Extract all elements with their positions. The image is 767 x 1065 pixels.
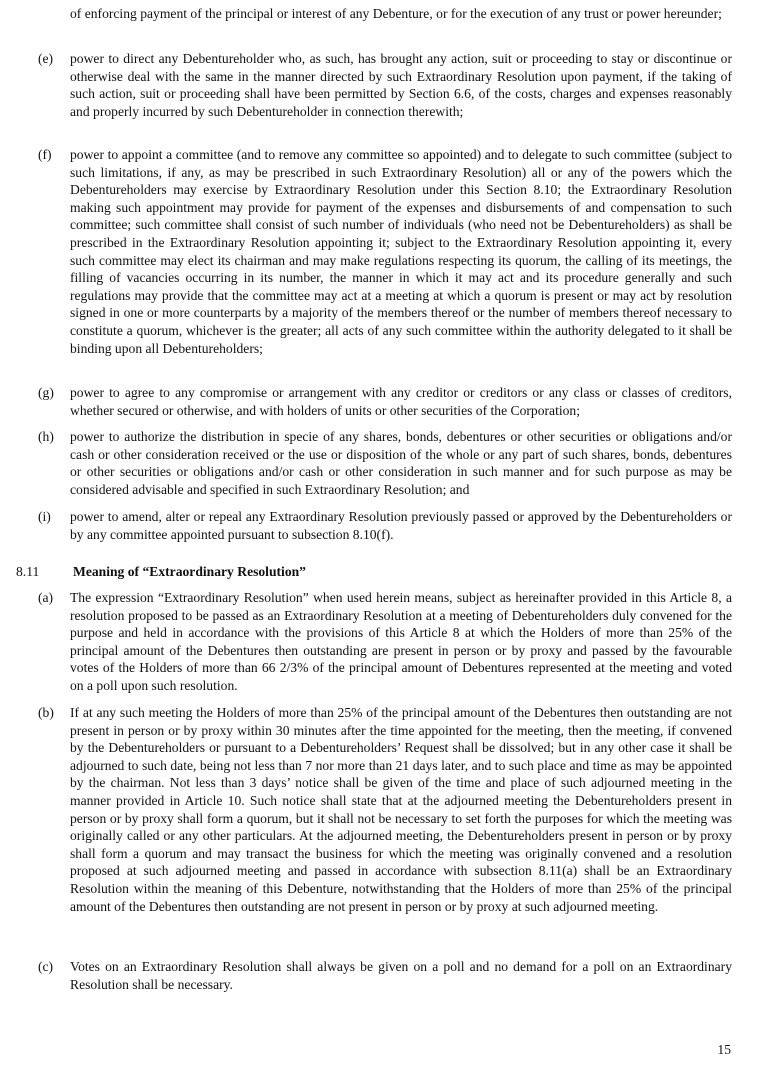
item-label: (b): [38, 705, 54, 720]
item-text: power to appoint a committee (and to remove any committee so appointed) and to delegate to such committee (subject to such limitations, if any, as may be prescribed in such Extraordinary Resolution) all or any of the powers which the Debentureholders may exercise by Extraordinary Resolution under this Section 8.10; the Extraordinary Resolution making such appointment may provide for payment of the expenses and disbursements of and compensation to such committee; such committee shall consist of such number of individuals (who need not be Debentureholders) as shall be prescribed in the Extraordinary Resolution appointing it; subject to the Extraordinary Resolution appointing it, every such committee may elect its chairman and may make regulations respecting its quorum, the calling of its meetings, the filling of vacancies occurring in its number, the manner in which it may act and its procedure generally and such regulations may provide that the committee may act at a meeting at which a quorum is present or may act by resolution signed in one or more counterparts by a majority of the members thereof or the number of members thereof necessary to constitute a quorum, whichever is the greater; all acts of any such committee within the authority delegated to it shall be binding upon all Debentureholders;: [70, 147, 732, 356]
item-label: (f): [38, 147, 52, 162]
item-text: power to direct any Debentureholder who, as such, has brought any action, suit or proceeding to stay or discontinue or otherwise deal with the same in the manner directed by such Extraordinary Resolution upon payment, if the taking of such action, suit or proceeding shall have been permitted by Section 6.6, of the costs, charges and expenses reasonably and properly incurred by such Debentureholder in connection therewith;: [70, 51, 732, 119]
item-text: power to agree to any compromise or arrangement with any creditor or creditors or any class or classes of creditors, whether secured or otherwise, and with holders of units or other securities of the Corporation;: [70, 385, 732, 418]
section-number: 8.11: [16, 564, 40, 579]
item-text: Votes on an Extraordinary Resolution shall always be given on a poll and no demand for a poll on an Extraordinary Resolution shall be necessary.: [70, 959, 732, 992]
page-number: 15: [717, 1042, 731, 1057]
item-text: power to amend, alter or repeal any Extraordinary Resolution previously passed or approved by the Debentureholders or by any committee appointed pursuant to subsection 8.10(f).: [70, 509, 732, 542]
item-label: (g): [38, 385, 54, 400]
item-text: If at any such meeting the Holders of more than 25% of the principal amount of the Debentures then outstanding are not present in person or by proxy within 30 minutes after the time appointed for the meeting, then the meeting, if convened by the Debentureholders or pursuant to a Debentureholders’ Request shall be dissolved; but in any other case it shall be adjourned to such date, being not less than 7 nor more than 21 days later, and to such place and time as may be appointed by the chairman. Not less than 3 days’ notice shall be given of the time and place of such adjourned meeting in the manner provided in Article 10. Such notice shall state that at the adjourned meeting the Debentureholders present in person or by proxy shall form a quorum, but it shall not be necessary to set forth the purposes for which the meeting was originally called or any other particulars. At the adjourned meeting, the Debentureholders present in person or by proxy shall form a quorum and may transact the business for which the meeting was originally convened and a resolution proposed at such adjourned meeting and passed in accordance with subsection 8.11(a) shall be an Extraordinary Resolution within the meaning of this Debenture, notwithstanding that the Holders of more than 25% of the principal amount of the Debentures then outstanding are not present in person or by proxy at such adjourned meeting.: [70, 705, 732, 914]
item-label: (h): [38, 429, 54, 444]
item-label: (c): [38, 959, 54, 974]
section-title: Meaning of “Extraordinary Resolution”: [73, 564, 306, 579]
item-text: The expression “Extraordinary Resolution” when used herein means, subject as hereinafter provided in this Article 8, a resolution proposed to be passed as an Extraordinary Resolution at a meeting of Debentureholders duly convened for the purpose and held in accordance with the provisions of this Article 8 at which the Holders of more than 25% of the principal amount of the Debentures then outstanding are present in person or by proxy and passed by the favourable votes of the Holders of more than 66 2/3% of the principal amount of Debentures represented at the meeting and voted on a poll upon such resolution.: [70, 590, 732, 693]
item-label: (i): [38, 509, 51, 524]
item-label: (a): [38, 590, 54, 605]
continuation-paragraph: of enforcing payment of the principal or interest of any Debenture, or for the execution of any trust or power hereunder;: [70, 6, 722, 21]
item-label: (e): [38, 51, 54, 66]
item-text: power to authorize the distribution in specie of any shares, bonds, debentures or other securities or obligations and/or cash or other consideration received or the use or disposition of the whole or any part of such shares, bonds, debentures or other securities or obligations and/or cash or other consideration in such manner and for such purpose as may be considered advisable and specified in such Extraordinary Resolution; and: [70, 429, 732, 497]
